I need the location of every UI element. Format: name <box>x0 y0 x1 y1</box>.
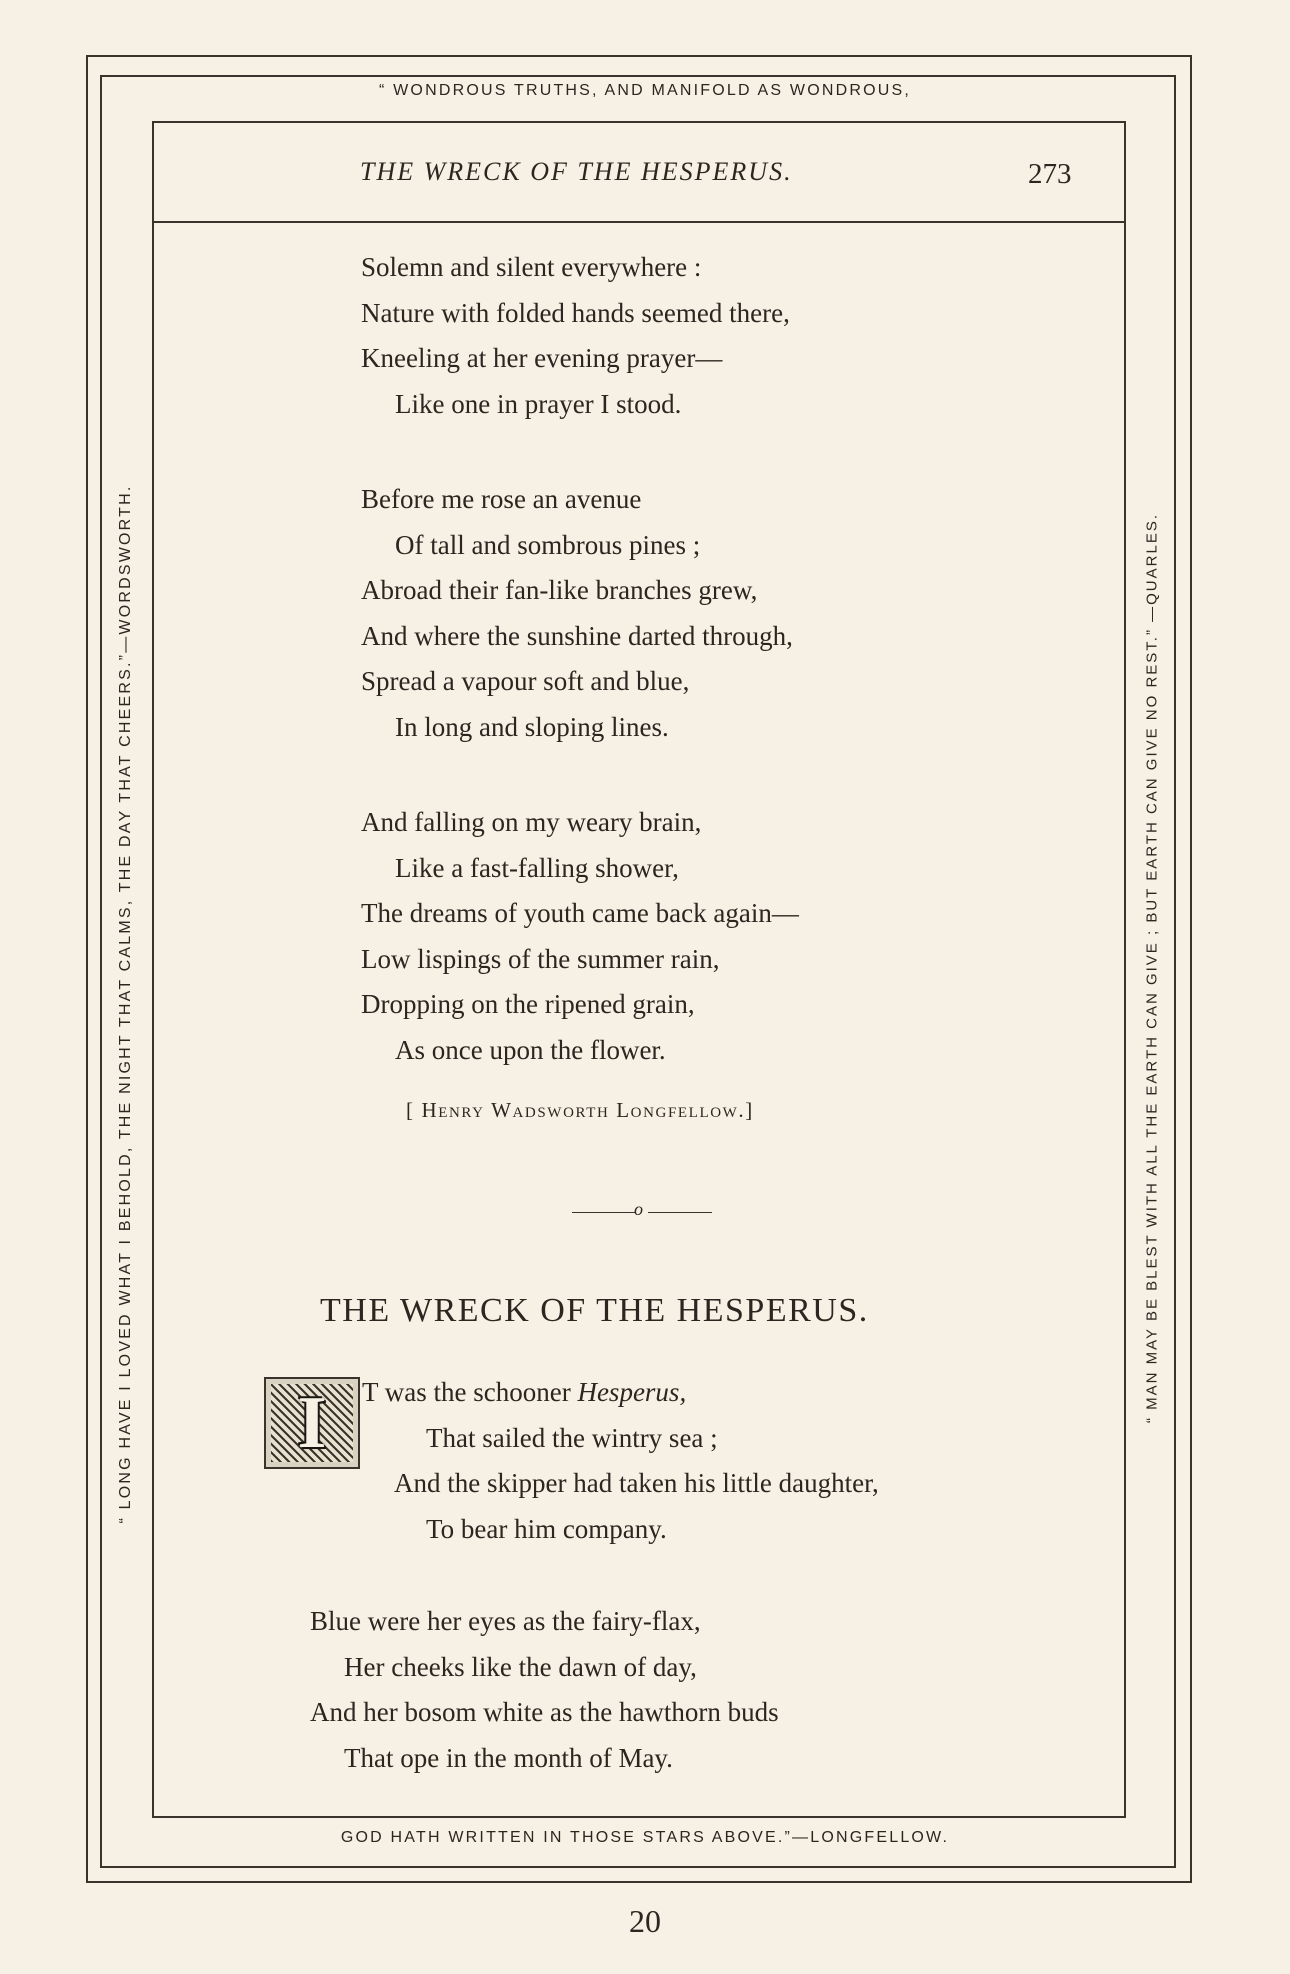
poem1-stanza-1 <box>361 245 790 427</box>
drop-cap-ornament <box>264 1377 360 1469</box>
ship-name: Hesperus, <box>577 1377 687 1407</box>
running-title: THE WRECK OF THE HESPERUS. <box>360 157 793 186</box>
poem-line: Like one in prayer I stood. <box>395 388 682 419</box>
section-separator <box>572 1199 712 1222</box>
poem-line: Nature with folded hands seemed there, <box>361 297 790 328</box>
header-rule <box>152 221 1126 223</box>
outer-rule-top <box>86 55 1190 57</box>
outer-rule-right <box>1190 55 1192 1883</box>
border-quote-top: “ WONDROUS TRUTHS, AND MANIFOLD AS WONDROUS, <box>378 82 912 99</box>
poem-line: And falling on my weary brain, <box>361 807 702 837</box>
poem-line: The dreams of youth came back again— <box>361 898 799 928</box>
outer-rule-left <box>86 55 88 1883</box>
poem-line: To bear him company. <box>426 1513 667 1544</box>
poem-line: That ope in the month of May. <box>344 1742 673 1773</box>
poem-line: And the skipper had taken his little daughter, <box>394 1468 879 1498</box>
poem-line: Of tall and sombrous pines ; <box>395 529 701 560</box>
poem-line: Like a fast-falling shower, <box>395 852 679 883</box>
poem-line: In long and sloping lines. <box>395 711 669 742</box>
poem-line: Solemn and silent everywhere : <box>361 252 702 282</box>
page-number: 273 <box>1028 158 1072 190</box>
poem2-title: THE WRECK OF THE HESPERUS. <box>320 1292 869 1329</box>
poem-line: Kneeling at her evening prayer— <box>361 343 723 373</box>
poem1-stanza-3 <box>361 800 799 1073</box>
poem-line: Abroad their fan-like branches grew, <box>361 575 758 605</box>
poem-line <box>362 1370 879 1416</box>
folio-number: 20 <box>629 1903 661 1939</box>
poem-line: That sailed the wintry sea ; <box>426 1422 718 1453</box>
poem-line: Spread a vapour soft and blue, <box>361 666 690 696</box>
separator-dash-left <box>572 1212 636 1213</box>
poem1-stanza-2 <box>361 477 793 750</box>
border-quote-right: “ MAN MAY BE BLEST WITH ALL THE EARTH CAN GIVE ; BUT EARTH CAN GIVE NO REST.” —QUARLES. <box>1143 513 1161 1423</box>
drop-cap-letter: I <box>297 1382 327 1464</box>
poem2-stanza-1 <box>362 1370 879 1552</box>
poem-line-start: T was the schooner <box>362 1377 578 1407</box>
poem-line: Blue were her eyes as the fairy-flax, <box>310 1606 701 1636</box>
separator-mark: o <box>634 1199 643 1219</box>
poem1-attribution: [ Henry Wadsworth Longfellow.] <box>406 1098 754 1122</box>
separator-dash-right <box>648 1212 712 1213</box>
poem-line: Dropping on the ripened grain, <box>361 989 695 1019</box>
outer-rule-bottom <box>86 1881 1190 1883</box>
poem-line: And her bosom white as the hawthorn buds <box>310 1697 779 1727</box>
poem-line: As once upon the flower. <box>395 1034 666 1065</box>
border-quote-bottom: GOD HATH WRITTEN IN THOSE STARS ABOVE.”—LONGFELLOW. <box>340 1829 950 1846</box>
poem-line: Low lispings of the summer rain, <box>361 943 720 974</box>
drop-cap-pattern <box>271 1384 353 1462</box>
poem-line: Her cheeks like the dawn of day, <box>344 1651 697 1682</box>
border-quote-left: “ LONG HAVE I LOVED WHAT I BEHOLD, THE NIGHT THAT CALMS, THE DAY THAT CHEERS.”—WORDSWORTH. <box>117 484 134 1524</box>
poem2-stanza-2 <box>310 1599 779 1781</box>
poem-line: And where the sunshine darted through, <box>361 620 793 651</box>
poem-line: Before me rose an avenue <box>361 484 642 514</box>
